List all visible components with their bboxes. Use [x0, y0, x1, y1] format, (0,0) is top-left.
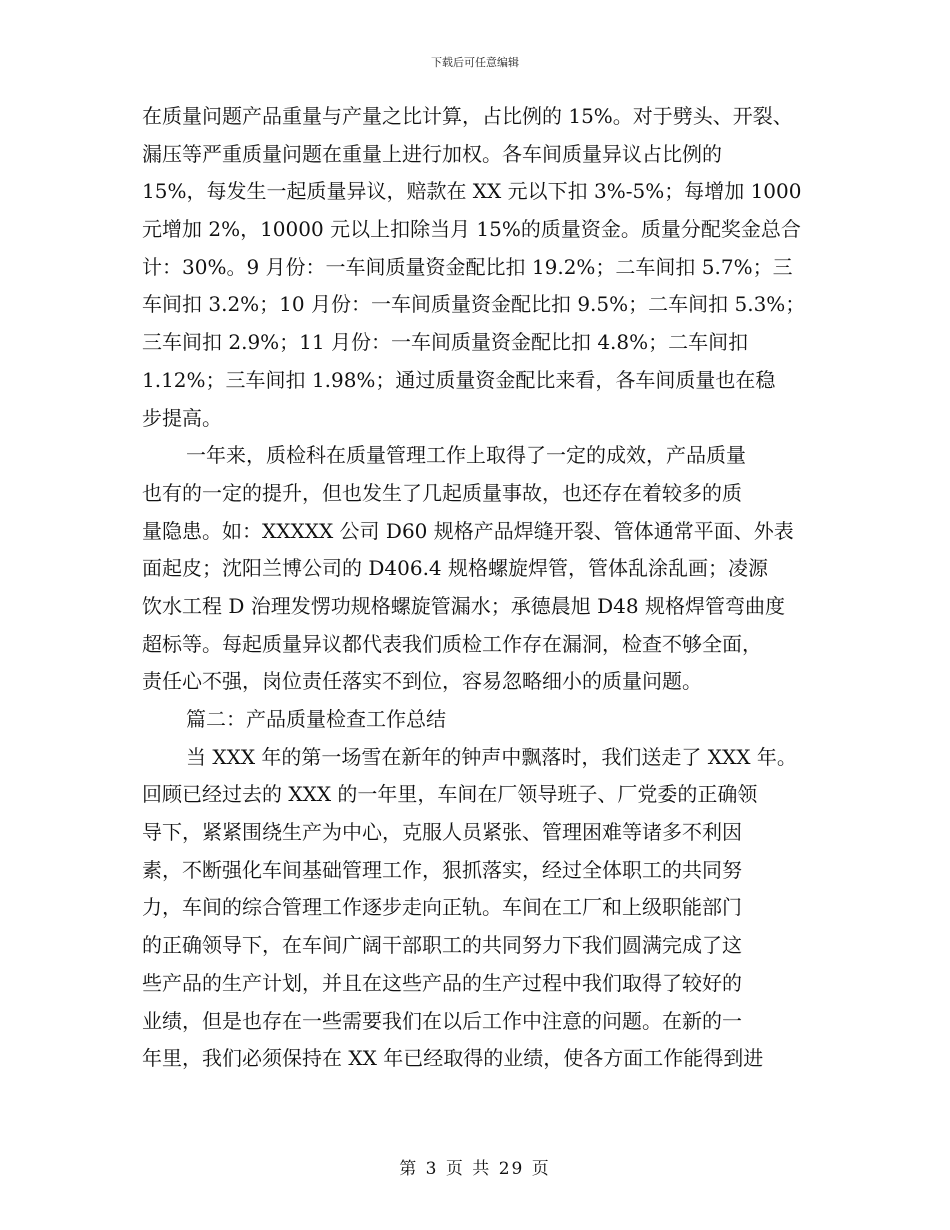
paragraph-start-line: 一年来，质检科在质量管理工作上取得了一定的成效，产品质量 [186, 443, 746, 468]
text-line: 计：30%。9 月份：一车间质量资金配比扣 19.2%；二车间扣 5.7%；三 [142, 254, 793, 279]
text-line: 年里，我们必须保持在 XX 年已经取得的业绩，使各方面工作能得到进 [142, 1046, 764, 1071]
text-line: 量隐患。如：XXXXX 公司 D60 规格产品焊缝开裂、管体通常平面、外表 [142, 518, 794, 543]
text-line: 元增加 2%，10000 元以上扣除当月 15%的质量资金。质量分配奖金总合 [142, 217, 801, 242]
text-line: 些产品的生产计划，并且在这些产品的生产过程中我们取得了较好的 [142, 970, 742, 995]
text-line: 素，不断强化车间基础管理工作，狠抓落实，经过全体职工的共同努 [142, 857, 742, 882]
text-line: 在质量问题产品重量与产量之比计算，占比例的 15%。对于劈头、开裂、 [142, 104, 793, 128]
paragraph-start-line: 当 XXX 年的第一场雪在新年的钟声中飘落时，我们送走了 XXX 年。 [186, 744, 797, 769]
text-line: 的正确领导下，在车间广阔干部职工的共同努力下我们圆满完成了这 [142, 933, 742, 958]
text-line: 回顾已经过去的 XXX 的一年里，车间在厂领导班子、厂党委的正确领 [142, 782, 758, 807]
section-heading: 篇二：产品质量检查工作总结 [186, 707, 446, 731]
text-line: 1.12%；三车间扣 1.98%；通过质量资金配比来看，各车间质量也在稳 [142, 367, 776, 392]
text-line: 面起皮；沈阳兰博公司的 D406.4 规格螺旋焊管，管体乱涂乱画；凌源 [142, 556, 769, 581]
text-line: 责任心不强，岗位责任落实不到位，容易忽略细小的质量问题。 [142, 669, 702, 694]
text-line: 三车间扣 2.9%；11 月份：一车间质量资金配比扣 4.8%；二车间扣 [142, 330, 749, 355]
text-line: 漏压等严重质量问题在重量上进行加权。各车间质量异议占比例的 [142, 141, 722, 166]
text-line: 力，车间的综合管理工作逐步走向正轨。车间在工厂和上级职能部门 [142, 895, 742, 920]
text-line: 步提高。 [142, 405, 222, 430]
text-line: 饮水工程 D 治理发愣功规格螺旋管漏水；承德晨旭 D48 规格焊管弯曲度 [142, 593, 785, 618]
document-body [142, 98, 812, 1078]
text-line: 超标等。每起质量异议都代表我们质检工作存在漏洞，检查不够全面， [142, 631, 762, 656]
page-footer: 第 3 页 共 29 页 [399, 1159, 551, 1179]
page-header: 下载后可任意编辑 [431, 56, 519, 69]
text-line: 业绩，但是也存在一些需要我们在以后工作中注意的问题。在新的一 [142, 1008, 742, 1033]
text-line: 15%，每发生一起质量异议，赔款在 XX 元以下扣 3%-5%；每增加 1000 [142, 179, 802, 204]
text-line: 车间扣 3.2%；10 月份：一车间质量资金配比扣 9.5%；二车间扣 5.3%； [142, 292, 806, 317]
text-line: 导下，紧紧围绕生产为中心，克服人员紧张、管理困难等诸多不利因 [142, 820, 742, 845]
text-line: 也有的一定的提升，但也发生了几起质量事故，也还存在着较多的质 [142, 480, 742, 505]
